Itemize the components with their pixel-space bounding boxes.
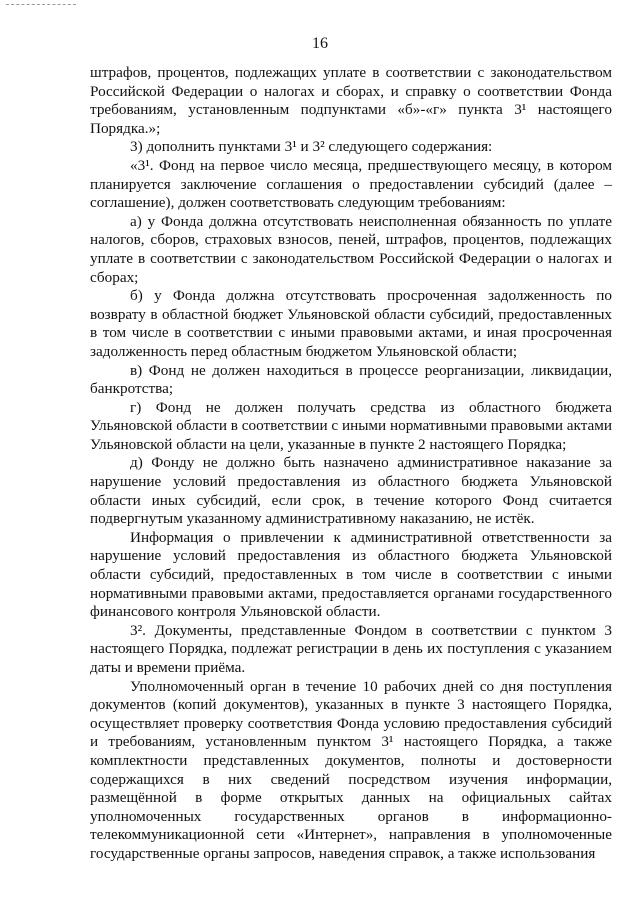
paragraph: штрафов, процентов, подлежащих уплате в соответствии с законодательством Российской Федерации о налогах и сборах, и справку о соответствии Фонда требованиям, установленным подпунктами «б»-«г» пункта 3¹ настоящего Порядка.»; xyxy=(90,64,612,137)
paragraph: д) Фонду не должно быть назначено административное наказание за нарушение условий предоставления из областного бюджета Ульяновской области иных субсидий, если срок, в течение которого Фонд считается подвергнутым указанному административному наказанию, не истёк. xyxy=(90,454,612,528)
paragraph: в) Фонд не должен находиться в процессе реорганизации, ликвидации, банкротства; xyxy=(90,361,612,398)
paragraph: Информация о привлечении к административной ответственности за нарушение условий предоставления из областного бюджета Ульяновской области субсидий, предоставленных в том числе в соответствии с иными нормативными правовыми актами, предоставляется органами государственного финансового контроля Ульяновской области. xyxy=(90,528,612,621)
paragraph: «3¹. Фонд на первое число месяца, предшествующего месяцу, в котором планируется заключение соглашения о предоставлении субсидий (далее – соглашение), должен соответствовать следующим требованиям: xyxy=(90,156,612,212)
paragraph: 3². Документы, представленные Фондом в соответствии с пунктом 3 настоящего Порядка, подлежат регистрации в день их поступления с указанием даты и времени приёма. xyxy=(90,621,612,676)
paragraph: Уполномоченный орган в течение 10 рабочих дней со дня поступления документов (копий документов), указанных в пункте 3 настоящего Порядка, осуществляет проверку соответствия Фонда условию предоставления субсидий и требованиям, установленным пунктом 3¹ настоящего Порядка, а также комплектности представленных документов, полноты и достоверности содержащихся в них сведений посредством изучения информации, размещённой в форме открытых данных на официальных сайтах уполномоченных государственных органов в информационно-телекоммуникационной сети «Интернет», направления в уполномоченные государственные органы запросов, наведения справок, а также использования xyxy=(90,677,612,862)
page-number: 16 xyxy=(312,35,328,52)
paragraph: б) у Фонда должна отсутствовать просроченная задолженность по возврату в областной бюджет Ульяновской области субсидий, предоставленных в том числе в соответствии с иными правовыми актами, и иная просроченная задолженность перед областным бюджетом Ульяновской области; xyxy=(90,287,612,360)
document-body xyxy=(90,64,612,864)
paragraph: г) Фонд не должен получать средства из областного бюджета Ульяновской области в соответствии с иными нормативными правовыми актами Ульяновской области на цели, указанные в пункте 2 настоящего Порядка; xyxy=(90,398,612,453)
paragraph: а) у Фонда должна отсутствовать неисполненная обязанность по уплате налогов, сборов, страховых взносов, пеней, штрафов, процентов, подлежащих уплате в соответствии с законодательством Российской Федерации о налогах и сборах; xyxy=(90,212,612,286)
scan-artifact-line xyxy=(6,4,76,7)
paragraph: 3) дополнить пунктами 3¹ и 3² следующего содержания: xyxy=(130,138,493,156)
